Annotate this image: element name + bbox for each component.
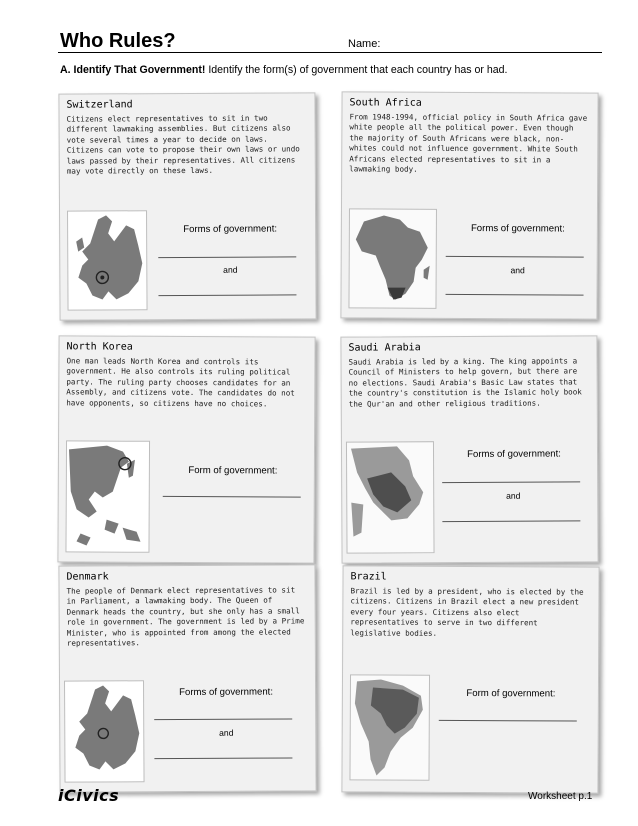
and-label: and xyxy=(219,727,234,738)
country-name: Saudi Arabia xyxy=(348,342,421,354)
card-south-africa xyxy=(340,91,598,319)
card-brazil xyxy=(341,565,599,793)
card-saudi-arabia xyxy=(340,335,598,563)
icivics-logo: iCivics xyxy=(58,786,120,805)
and-label: and xyxy=(510,265,525,276)
country-name: Denmark xyxy=(66,571,109,583)
answer-line[interactable] xyxy=(442,481,580,483)
country-description: Brazil is led by a president, who is elected by the citizens. Citizens in Brazil elect a new president every four years. Citizens also elect representatives to serve in two different legislative bodies. xyxy=(350,586,584,638)
arabia-map-icon xyxy=(346,441,435,553)
instructions-text: Identify the form(s) of government that each country has or had. xyxy=(205,64,508,76)
country-description: Saudi Arabia is led by a king. The king appoints a Council of Ministers to help govern, but there are no elections. Saudi Arabia's Basic Law states that the country's constitution is the Islamic holy book the Qur'an and other religious traditions. xyxy=(348,356,582,409)
card-switzerland xyxy=(58,92,316,320)
country-description: The people of Denmark elect representatives to sit in Parliament, a lawmaking body. The Queen of Denmark heads the country, but she only has a small role in government. The government is led by a Prime Minister, who is appointed from among the elected representatives. xyxy=(66,585,305,648)
europe-map-icon xyxy=(64,680,145,782)
answer-line[interactable] xyxy=(446,294,584,296)
forms-label: Form of government: xyxy=(466,687,556,700)
forms-label: Forms of government: xyxy=(470,223,565,235)
page-title: Who Rules? xyxy=(60,30,176,52)
answer-line[interactable] xyxy=(163,496,301,498)
country-name: Brazil xyxy=(350,571,387,583)
answer-line[interactable] xyxy=(442,520,580,522)
answer-line[interactable] xyxy=(154,757,292,759)
country-name: North Korea xyxy=(66,341,133,353)
country-name: South Africa xyxy=(349,97,422,109)
answer-line[interactable] xyxy=(446,256,584,258)
country-description: Citizens elect representatives to sit in two different lawmaking assemblies. But citizens also vote several times a year to decide on laws. Citizens can vote to propose their own laws or undo laws passed by their representatives. All citizens may vote directly on these laws. xyxy=(66,113,300,176)
forms-label: Forms of government: xyxy=(467,448,561,461)
forms-label: Forms of government: xyxy=(183,223,278,236)
africa-map-icon xyxy=(348,208,437,308)
south-america-map-icon xyxy=(349,674,430,780)
answer-line[interactable] xyxy=(158,294,296,296)
country-description: From 1948-1994, official policy in South Africa gave white people all the political power. Even though the majority of South Africans were black, non-whites could not influence government. White South Africans elected representatives to sit in a lawmaking body. xyxy=(349,112,588,174)
and-label: and xyxy=(223,264,238,275)
instructions-heading: A. Identify That Government! xyxy=(60,64,206,76)
forms-label: Form of government: xyxy=(188,465,278,477)
forms-label: Forms of government: xyxy=(179,686,274,699)
card-denmark xyxy=(58,564,316,792)
country-description: One man leads North Korea and controls its government. He also controls its ruling political party. The ruling party chooses candidates for an Assembly, and citizens vote. The candidates do not have opponents, so citizens have no choices. xyxy=(66,356,295,409)
country-name: Switzerland xyxy=(66,99,133,111)
title-rule xyxy=(58,52,602,53)
answer-line[interactable] xyxy=(439,720,577,722)
and-label: and xyxy=(506,490,521,501)
east-asia-map-icon xyxy=(65,440,150,552)
answer-line[interactable] xyxy=(158,256,296,258)
europe-map-icon xyxy=(67,210,148,310)
instructions xyxy=(60,64,507,76)
name-label: Name: xyxy=(348,38,381,50)
card-north-korea xyxy=(57,335,315,563)
answer-line[interactable] xyxy=(154,718,292,720)
page-number: Worksheet p.1 xyxy=(528,791,593,802)
